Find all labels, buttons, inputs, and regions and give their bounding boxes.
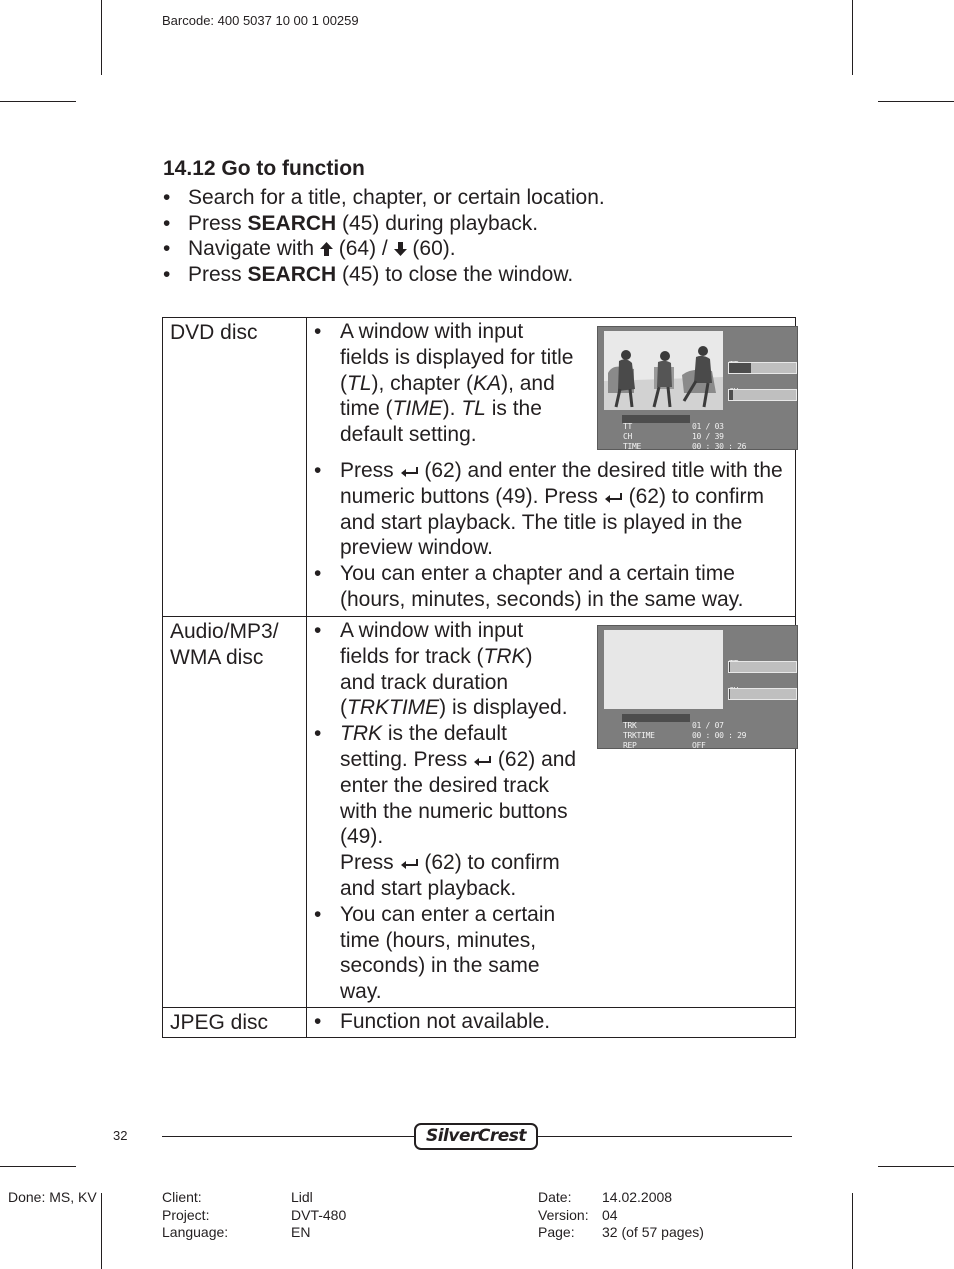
footer-rule (538, 1136, 792, 1137)
row-content-audio (307, 617, 796, 1008)
language-value: EN (291, 1224, 311, 1240)
list-item: • Function not available. (340, 1009, 795, 1035)
date-value: 14.02.2008 (602, 1189, 673, 1205)
table-row (163, 1008, 796, 1038)
project-label: Project: (162, 1207, 210, 1223)
enter-key-icon (400, 466, 419, 478)
row-label-dvd: DVD disc (163, 318, 307, 617)
osd-row-key: REP (623, 741, 637, 750)
osd-tt-progress (728, 661, 797, 673)
list-item: • A window with input fields for track (TRK) and track duration (TRKTIME) is displayed. (340, 618, 795, 721)
list-item: • TRK is the default setting. Press (62) and enter the desired track with the numeric buttons (49). Press (62) to confirm and start playback. (340, 721, 795, 902)
project-value: DVT-480 (291, 1207, 347, 1223)
barcode-text: Barcode: 400 5037 10 00 1 00259 (162, 13, 359, 28)
page-value: 32 (of 57 pages) (602, 1224, 704, 1240)
section-heading: 14.12 Go to function (163, 157, 365, 180)
crop-mark (852, 1193, 853, 1269)
table-row (163, 617, 796, 1008)
crop-mark (878, 101, 954, 102)
osd-row-value: 01 / 03 (692, 422, 724, 431)
list-item: • Press SEARCH (45) during playback. (163, 211, 605, 237)
crop-mark (0, 101, 76, 102)
page-number: 32 (113, 1128, 128, 1143)
table-row (163, 318, 796, 617)
crop-mark (878, 1166, 954, 1167)
crop-mark (852, 0, 853, 75)
osd-row-value: 00 : 30 : 26 (692, 442, 747, 451)
osd-row-value: 00 : 00 : 29 (692, 731, 747, 740)
osd-row-value: 10 / 39 (692, 432, 724, 441)
silvercrest-logo: SilverCrest (414, 1123, 538, 1150)
osd-row-key: TT (623, 422, 633, 431)
osd-row-key: CH (623, 432, 633, 441)
list-item: • A window with input fields is displayed for title (TL), chapter (KA), and time (TIME). TL is the default setting. (340, 319, 795, 448)
osd-ch-progress (728, 389, 797, 401)
audio-osd-screenshot (597, 625, 798, 749)
crop-mark (0, 1166, 76, 1167)
enter-key-icon (473, 755, 492, 767)
enter-key-icon (400, 858, 419, 870)
intro-bullet-list (163, 185, 605, 288)
osd-row-highlight (622, 415, 690, 423)
row-content-dvd (307, 318, 796, 617)
crop-mark (101, 1193, 102, 1269)
enter-key-icon (604, 492, 623, 504)
client-label: Client: (162, 1189, 202, 1205)
arrow-down-icon (394, 242, 407, 256)
list-item: • You can enter a certain time (hours, minutes, seconds) in the same way. (340, 902, 795, 1005)
footer-rule (162, 1136, 414, 1137)
list-item: • Navigate with (64) / (60). (163, 236, 605, 262)
arrow-up-icon (320, 242, 333, 256)
osd-tt-progress (728, 362, 797, 374)
preview-image (604, 331, 723, 410)
page-label: Page: (538, 1224, 575, 1240)
row-label-jpeg: JPEG disc (163, 1008, 307, 1038)
list-item: • Press SEARCH (45) to close the window. (163, 262, 605, 288)
row-label-audio: Audio/MP3/ WMA disc (163, 617, 307, 1008)
preview-window (604, 630, 723, 709)
osd-ch-progress (728, 688, 797, 700)
version-value: 04 (602, 1207, 618, 1223)
osd-row-key: TRKTIME (623, 731, 655, 740)
dvd-osd-screenshot (597, 326, 798, 450)
row-content-jpeg (307, 1008, 796, 1038)
done-by: Done: MS, KV (8, 1189, 97, 1205)
preview-window (604, 331, 723, 410)
date-label: Date: (538, 1189, 572, 1205)
version-label: Version: (538, 1207, 589, 1223)
list-item: • Press (62) and enter the desired title with the numeric buttons (49). Press (62) to confirm and start playback. The title is played in the preview window. (340, 458, 795, 561)
disc-function-table (162, 317, 796, 1038)
jpeg-bullet-list (340, 1009, 795, 1035)
osd-row-key: TIME (623, 442, 642, 451)
client-value: Lidl (291, 1189, 313, 1205)
list-item: • You can enter a chapter and a certain time (hours, minutes, seconds) in the same way. (340, 561, 795, 613)
osd-row-key: TRK (623, 721, 637, 730)
list-item: • Search for a title, chapter, or certain location. (163, 185, 605, 211)
osd-row-value: OFF (692, 741, 706, 750)
osd-row-value: 01 / 07 (692, 721, 724, 730)
language-label: Language: (162, 1224, 229, 1240)
crop-mark (101, 0, 102, 75)
